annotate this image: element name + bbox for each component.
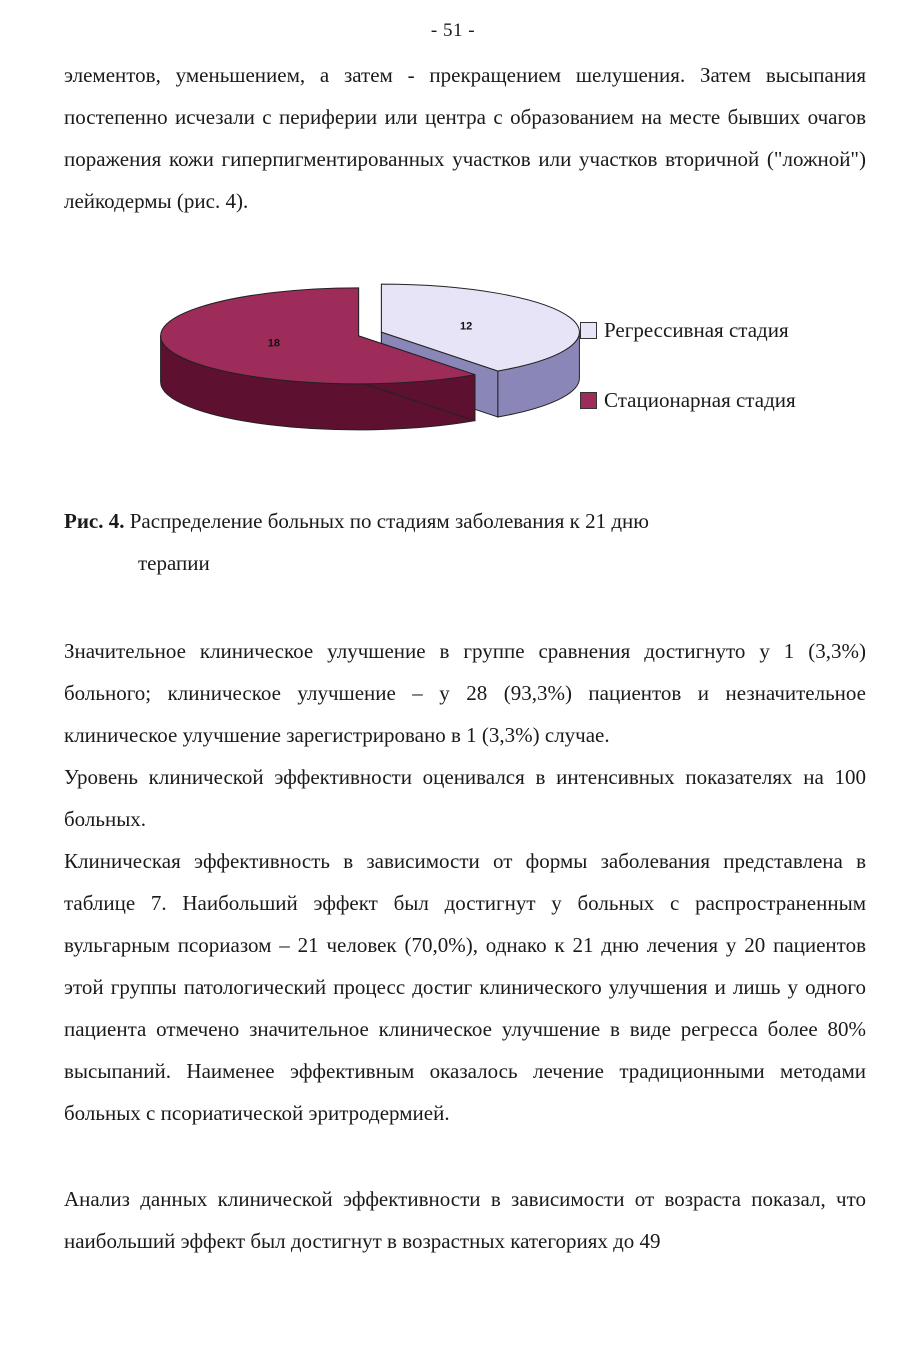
pie-data-label: 12 <box>460 320 473 333</box>
legend-item-stationary <box>580 388 796 413</box>
paragraph-5: Анализ данных клинической эффективности в зависимости от возраста показал, что наибольший эффект был достигнут в возрастных категориях до 49 <box>64 1187 866 1253</box>
legend-label-regressive: Регрессивная стадия <box>604 318 789 342</box>
pie-chart-svg <box>160 276 580 446</box>
pie-chart <box>160 276 860 446</box>
paragraph-1: элементов, уменьшением, а затем - прекращением шелушения. Затем высыпания постепенно исчезали с периферии или центра с образованием на месте бывших очагов поражения кожи гиперпигментированных участков или участков вторичной ("ложной") лейкодермы (рис. 4). <box>64 63 866 213</box>
paragraph-2: Значительное клиническое улучшение в группе сравнения достигнуто у 1 (3,3%) больного; клиническое улучшение – у 28 (93,3%) пациентов и незначительное клиническое улучшение зарегистрировано в 1 (3,3%) случае. <box>64 639 866 747</box>
legend-item-regressive <box>580 318 789 343</box>
legend-swatch-stationary <box>580 392 597 409</box>
legend-label-stationary: Стационарная стадия <box>604 388 796 412</box>
figure-caption-text-2: терапии <box>138 551 210 575</box>
legend-swatch-regressive <box>580 322 597 339</box>
pie-data-label: 18 <box>267 337 280 350</box>
figure-caption-text-1: Распределение больных по стадиям заболевания к 21 дню <box>129 509 649 533</box>
paragraph-3: Уровень клинической эффективности оценивался в интенсивных показателях на 100 больных. <box>64 765 866 831</box>
figure-caption-label: Рис. 4. <box>64 509 125 533</box>
figure-caption <box>64 500 824 584</box>
paragraph-4: Клиническая эффективность в зависимости от формы заболевания представлена в таблице 7. Наибольший эффект был достигнут у больных с распространенным вульгарным псориазом – 21 человек (70,0%), однако к 21 дню лечения у 20 пациентов этой группы патологический процесс достиг клинического улучшения и лишь у одного пациента отмечено значительное клиническое улучшение в виде регресса более 80% высыпаний. Наименее эффективным оказалось лечение традиционными методами больных с псориатической эритродермией. <box>64 849 866 1125</box>
page-number: - 51 - <box>430 20 476 41</box>
